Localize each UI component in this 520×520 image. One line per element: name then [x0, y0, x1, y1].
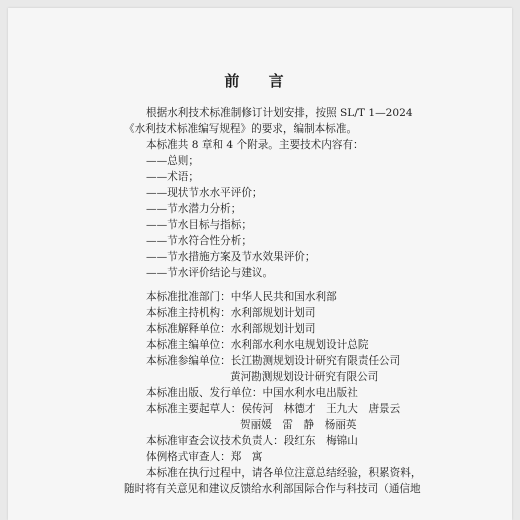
closing-line-1: 本标准在执行过程中，请各单位注意总结经验，积累资料， [146, 467, 422, 479]
closing-line-2: 随时将有关意见和建议反馈给水利部国际合作与科技司（通信地 [124, 483, 421, 495]
approval-line: 本标准批准部门：中华人民共和国水利部 [146, 291, 337, 303]
content-item: ——节水目标与指标； [146, 219, 252, 231]
content-item: ——节水符合性分析； [146, 235, 252, 247]
document-page [8, 8, 512, 520]
content-item: ——节水潜力分析； [146, 203, 242, 215]
publisher-line: 本标准出版、发行单位：中国水利水电出版社 [146, 387, 358, 399]
intro-line-1: 根据水利技术标准制修订计划安排，按照 SL/T 1—2024 [146, 107, 413, 119]
participants-line-2: 黄河勘测规划设计研究有限公司 [230, 371, 379, 383]
participants-line-1: 本标准参编单位：长江勘测规划设计研究有限责任公司 [146, 355, 401, 367]
format-reviewer-line: 体例格式审查人：郑 寓 [146, 451, 263, 463]
intro-line-3: 本标准共 8 章和 4 个附录。主要技术内容有： [146, 139, 364, 151]
drafters-line-2: 贺丽媛 雷 静 杨丽英 [240, 419, 357, 431]
content-item: ——节水措施方案及节水效果评价； [146, 251, 316, 263]
content-item: ——节水评价结论与建议。 [146, 267, 274, 279]
editor-line: 本标准主编单位：水利部水利水电规划设计总院 [146, 339, 369, 351]
content-item: ——总则； [146, 155, 199, 167]
reviewer-line: 本标准审查会议技术负责人：段红东 梅锦山 [146, 435, 358, 447]
content-item: ——现状节水水平评价； [146, 187, 263, 199]
drafters-line-1: 本标准主要起草人：侯传河 林德才 王九大 唐景云 [146, 403, 401, 415]
intro-line-2: 《水利技术标准编写规程》的要求，编制本标准。 [124, 123, 358, 135]
host-line: 本标准主持机构：水利部规划计划司 [146, 307, 316, 319]
content-item: ——术语； [146, 171, 199, 183]
interpret-line: 本标准解释单位：水利部规划计划司 [146, 323, 316, 335]
page-title: 前 言 [224, 72, 296, 90]
